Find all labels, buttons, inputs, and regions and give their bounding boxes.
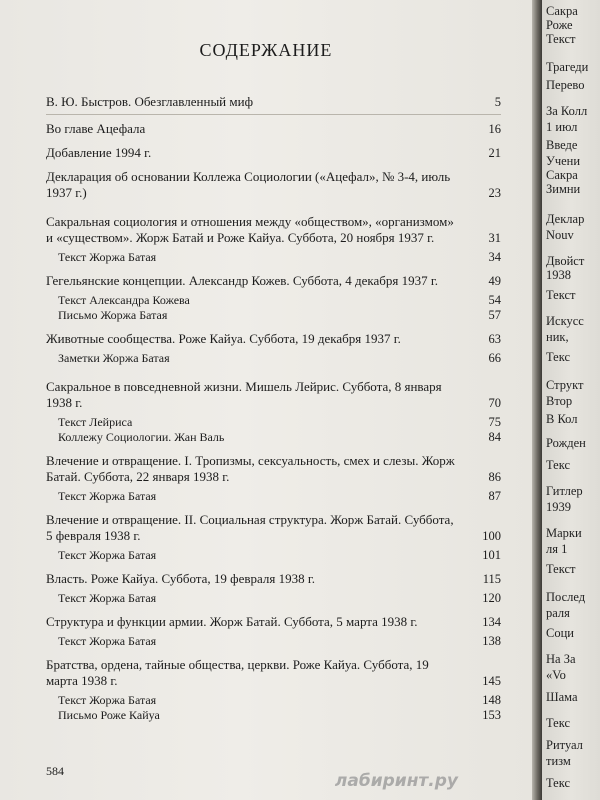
- toc-entry: Во главе Ацефала 16: [46, 121, 501, 136]
- toc-entry: Сакральная социология и отношения между «обществом», «организмом» и «существом». Жорж Батай и Роже Кайуа. Суббота, 20 ноября 1937 г. 31: [46, 214, 501, 245]
- right-page-fragment: Послед: [546, 590, 586, 604]
- toc-entry: Влечение и отвращение. II. Социальная структура. Жорж Батай. Суббота, 5 февраля 1938 г. 100: [46, 512, 501, 543]
- toc-subentry: Письмо Роже Кайуа 153: [58, 708, 501, 722]
- toc-entry: Братства, ордена, тайные общества, церкви. Роже Кайуа. Суббота, 19 марта 1938 г. 145: [46, 657, 501, 688]
- right-page-fragment: Втор: [546, 394, 573, 408]
- right-page-fragment: Рожден: [546, 436, 586, 450]
- page-number: 86: [488, 470, 501, 484]
- right-page-fragment: Зимни: [546, 182, 581, 196]
- right-page-fragment: Учени: [546, 154, 581, 168]
- toc-subentry: Текст Жоржа Батая 148: [58, 693, 501, 707]
- right-page-fragment: Марки: [546, 526, 582, 540]
- right-page-fragment: На За: [546, 652, 576, 666]
- page-number: 16: [488, 122, 501, 136]
- right-page-fragment: Шама: [546, 690, 578, 704]
- page-number: 100: [482, 529, 501, 543]
- page-number: 66: [488, 351, 501, 365]
- page-number: 70: [488, 396, 501, 410]
- toc-subentry: Текст Жоржа Батая 34: [58, 250, 501, 264]
- page-number: 120: [482, 591, 501, 605]
- right-page-fragment: Текст: [546, 562, 576, 576]
- toc-entry: Гегельянские концепции. Александр Кожев. Суббота, 4 декабря 1937 г. 49: [46, 273, 501, 288]
- page-number: 148: [482, 693, 501, 707]
- right-page-fragment: «Vo: [546, 668, 566, 682]
- right-page-fragment: Сакра: [546, 168, 578, 182]
- page-number: 23: [488, 186, 501, 200]
- toc-subentry: Текст Жоржа Батая 101: [58, 548, 501, 562]
- right-page-fragment: Гитлер: [546, 484, 583, 498]
- toc-subentry: Коллежу Социологии. Жан Валь 84: [58, 430, 501, 444]
- right-page-fragment: Текст: [546, 32, 576, 46]
- right-page-fragment: Введе: [546, 138, 578, 152]
- right-page-fragment: Структ: [546, 378, 584, 392]
- right-page-fragment: В Кол: [546, 412, 578, 426]
- page-number: 31: [488, 231, 501, 245]
- toc-subentry: Текст Жоржа Батая 120: [58, 591, 501, 605]
- right-page-fragment: Соци: [546, 626, 574, 640]
- page-number: 5: [494, 95, 501, 109]
- right-page-fragment: ля 1: [546, 542, 568, 556]
- right-page-fragment: Искусс: [546, 314, 584, 328]
- right-page-fragment: 1939: [546, 500, 571, 514]
- right-page-fragment: раля: [546, 606, 570, 620]
- page-number: 63: [488, 332, 501, 346]
- toc-entry: Сакральное в повседневной жизни. Мишель Лейрис. Суббота, 8 января 1938 г. 70: [46, 379, 501, 410]
- page-number: 145: [482, 674, 501, 688]
- page-number: 21: [488, 146, 501, 160]
- page-number: 138: [482, 634, 501, 648]
- page-number: 84: [488, 430, 501, 444]
- toc-entry: Власть. Роже Кайуа. Суббота, 19 февраля 1938 г. 115: [46, 571, 501, 586]
- page-number: 101: [482, 548, 501, 562]
- right-page-fragment: Текс: [546, 776, 571, 790]
- watermark: лабиринт.ру: [334, 771, 458, 791]
- page-title: СОДЕРЖАНИЕ: [199, 40, 333, 60]
- right-page-fragment: Текс: [546, 350, 571, 364]
- book-gutter: [532, 0, 542, 800]
- page-number: 75: [488, 415, 501, 429]
- table-of-contents: [46, 94, 501, 723]
- toc-subentry: Текст Жоржа Батая 87: [58, 489, 501, 503]
- toc-subentry: Текст Лейриса 75: [58, 415, 501, 429]
- toc-entry: В. Ю. Быстров. Обезглавленный миф 5: [46, 94, 501, 109]
- page-number: 54: [488, 293, 501, 307]
- right-page-fragment: Текст: [546, 288, 576, 302]
- right-page-fragment: Двойст: [546, 254, 585, 268]
- page-number: 87: [488, 489, 501, 503]
- toc-entry: Влечение и отвращение. I. Тропизмы, сексуальность, смех и слезы. Жорж Батай. Суббота, 22 января 1938 г. 86: [46, 453, 501, 484]
- right-page-fragment: тизм: [546, 754, 571, 768]
- right-page-fragment: 1 июл: [546, 120, 578, 134]
- right-page-fragment: Роже: [546, 18, 573, 32]
- right-page-fragment: Трагеди: [546, 60, 589, 74]
- toc-entry: Животные сообщества. Роже Кайуа. Суббота, 19 декабря 1937 г. 63: [46, 331, 501, 346]
- toc-subentry: Текст Жоржа Батая 138: [58, 634, 501, 648]
- page-number: 49: [488, 274, 501, 288]
- page-number: 153: [482, 708, 501, 722]
- right-page-fragment: Перево: [546, 78, 585, 92]
- right-page-fragment: Nouv: [546, 228, 574, 242]
- toc-entry: Декларация об основании Коллежа Социологии («Ацефал», № 3-4, июль 1937 г.) 23: [46, 169, 501, 200]
- right-page-fragment: Текс: [546, 716, 571, 730]
- toc-subentry: Заметки Жоржа Батая 66: [58, 351, 501, 365]
- toc-entry: Добавление 1994 г. 21: [46, 145, 501, 160]
- page-number: 34: [488, 250, 501, 264]
- page-number: 134: [482, 615, 501, 629]
- folio-page-number: 584: [46, 764, 64, 778]
- right-page-fragment: Ритуал: [546, 738, 583, 752]
- page-number: 57: [488, 308, 501, 322]
- right-page-fragment: Текс: [546, 458, 571, 472]
- divider: [46, 114, 501, 115]
- right-page: [542, 0, 600, 800]
- right-page-fragment: ник,: [546, 330, 569, 344]
- toc-entry: Структура и функции армии. Жорж Батай. Суббота, 5 марта 1938 г. 134: [46, 614, 501, 629]
- right-page-fragment: Сакра: [546, 4, 578, 18]
- right-page-fragment: За Колл: [546, 104, 588, 118]
- right-page-fragment: 1938: [546, 268, 571, 282]
- page-number: 115: [482, 572, 501, 586]
- right-page-fragment: Деклар: [546, 212, 585, 226]
- toc-subentry: Текст Александра Кожева 54: [58, 293, 501, 307]
- toc-subentry: Письмо Жоржа Батая 57: [58, 308, 501, 322]
